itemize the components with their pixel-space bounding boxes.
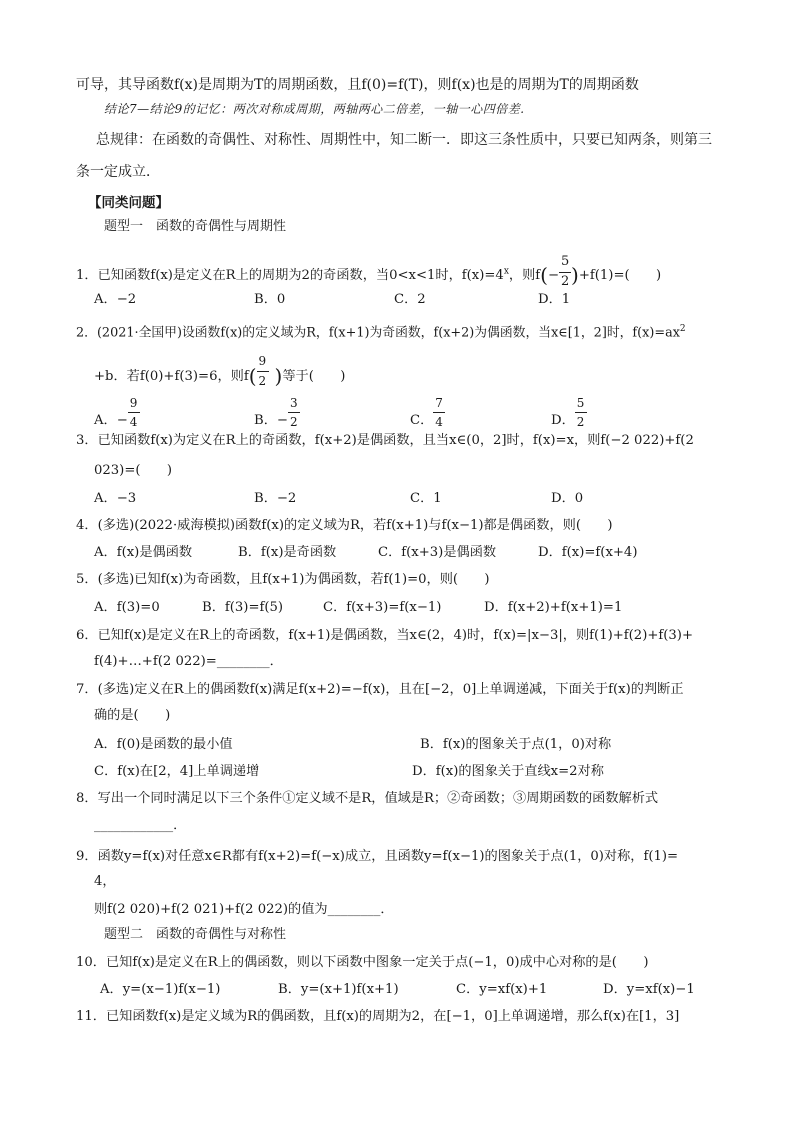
question-6-line1: 6．已知f(x)是定义在R上的奇函数，f(x+1)是偶函数，当x∈(2，4)时，f(x)=|x−3|，则f(1)+f(2)+f(3)+ [76, 628, 693, 643]
question-7-line1: 7．(多选)定义在R上的偶函数f(x)满足f(x+2)=−f(x)，且在[−2，0]上单调递减，下面关于f(x)的判断正 [76, 682, 684, 697]
q5-option-b: B．f(3)=f(5) [202, 600, 284, 615]
question-11: 11．已知函数f(x)是定义域为R的偶函数，且f(x)的周期为2，在[−1，0]上单调递增，那么f(x)在[1，3] [76, 1009, 680, 1024]
question-2-line1 [76, 320, 686, 342]
q10-option-d: D．y=xf(x)−1 [603, 982, 695, 997]
q1-frac-num: 5 [561, 254, 570, 269]
q1-option-d: D．1 [538, 292, 571, 307]
question-1: 1．已知函数f(x)是定义在R上的周期为2的奇函数，当0<x<1时，$f(x)=4^x$，则f(− $\frac{5}{2}$ )+f(1)=( ) [76, 254, 662, 289]
question-3-line2: 023)=( ) [94, 463, 173, 478]
question-9-line1: 9．函数y=f(x)对任意x∈R都有f(x+2)=f(−x)成立，且函数y=f(x−1)的图象关于点(1，0)对称，f(1)= [76, 849, 679, 864]
intro-line: 可导，其导函数f(x)是周期为T的周期函数，且f(0)=f(T)，则f(x)也是的周期为T的周期函数 [76, 77, 639, 93]
memory-note: 结论7—结论9的记忆：两次对称成周期，两轴两心二倍差，一轴一心四倍差. [104, 102, 525, 116]
q5-option-c: C．f(x+3)=f(x−1) [323, 600, 442, 615]
q7-option-c: C．f(x)在[2，4]上单调递增 [94, 764, 260, 779]
q2-exponent: 2 [679, 324, 686, 334]
q10-option-b: B．y=(x+1)f(x+1) [278, 982, 399, 997]
question-7-line2: 确的是( ) [94, 708, 171, 723]
question-9-line2: 4， [94, 874, 116, 889]
q1-frac-den: 2 [561, 274, 570, 289]
q4-option-a: A．f(x)是偶函数 [94, 545, 193, 560]
q2-frac-den: 2 [258, 374, 267, 388]
question-4: 4．(多选)(2022·威海模拟)函数f(x)的定义域为R，若f(x+1)与f(x−1)都是偶函数，则( ) [76, 518, 613, 533]
q1-text-c: +f(1)=( ) [578, 268, 662, 283]
q1-exponent: x [503, 266, 509, 277]
q4-option-b: B．f(x)是奇函数 [238, 545, 337, 560]
general-rule-line1: 总规律：在函数的奇偶性、对称性、周期性中，知二断一．即这三条性质中，只要已知两条，则第三 [96, 132, 712, 148]
question-9-line3: 则f(2 020)+f(2 021)+f(2 022)的值为________． [94, 902, 394, 917]
question-type-2: 题型二 函数的奇偶性与对称性 [104, 927, 287, 942]
section-heading: 【同类问题】 [88, 195, 169, 211]
q1-text-b: ，则f [508, 268, 541, 283]
q10-option-c: C．y=xf(x)+1 [456, 982, 548, 997]
question-5: 5．(多选)已知f(x)为奇函数，且f(x+1)为偶函数，若f(1)=0，则( ) [76, 572, 490, 587]
q2-option-c: C． $\frac{7}{4}$ [410, 400, 445, 434]
general-rule-line2: 条一定成立． [76, 164, 160, 180]
q3-option-a: A．−3 [94, 491, 137, 506]
q3-option-d: D．0 [551, 491, 584, 506]
q5-option-d: D．f(x+2)+f(x+1)=1 [484, 600, 623, 615]
q3-option-c: C．1 [410, 491, 442, 506]
q2-option-d: D． $\frac{5}{2}$ [551, 400, 587, 434]
q5-option-a: A．f(3)=0 [94, 600, 160, 615]
q1-option-b: B．0 [254, 292, 286, 307]
q1-text: 1．已知函数f(x)是定义在R上的周期为2的奇函数，当0<x<1时，f(x)=4 [76, 268, 504, 283]
question-8-line2: ____________． [94, 818, 187, 833]
q3-option-b: B．−2 [254, 491, 297, 506]
question-6-line2: f(4)+…+f(2 022)=________． [94, 654, 283, 669]
question-2-line2: +b．若f(0)+f(3)=6，则f( $\frac{9}{2}$ )等于( ) [94, 354, 346, 388]
q2-option-a: A．− $\frac{9}{4}$ [94, 400, 140, 434]
q4-option-c: C．f(x+3)是偶函数 [378, 545, 497, 560]
q7-option-a: A．f(0)是函数的最小值 [94, 737, 233, 752]
q1-option-a: A．−2 [94, 292, 137, 307]
q2-text: 2．(2021·全国甲)设函数f(x)的定义域为R，f(x+1)为奇函数，f(x+2)为偶函数，当x∈[1，2]时，f(x)=ax [76, 325, 680, 341]
q1-option-c: C．2 [394, 292, 426, 307]
question-type-1: 题型一 函数的奇偶性与周期性 [104, 219, 287, 234]
q2-text-c: 等于( ) [282, 369, 346, 384]
question-3-line1: 3．已知函数f(x)为定义在R上的奇函数，f(x+2)是偶函数，且当x∈(0，2]时，f(x)=x，则f(−2 022)+f(2 [76, 433, 694, 448]
q2-text-b: +b．若f(0)+f(3)=6，则f [94, 369, 249, 384]
q7-option-b: B．f(x)的图象关于点(1，0)对称 [420, 737, 612, 752]
q2-option-b: B．− $\frac{3}{2}$ [254, 400, 300, 434]
q10-option-a: A．y=(x−1)f(x−1) [100, 982, 221, 997]
q2-frac-num: 9 [258, 354, 267, 368]
question-10: 10．已知f(x)是定义在R上的偶函数，则以下函数中图象一定关于点(−1，0)成中心对称的是( ) [76, 955, 649, 970]
q4-option-d: D．f(x)=f(x+4) [538, 545, 638, 560]
q7-option-d: D．f(x)的图象关于直线x=2对称 [412, 764, 604, 779]
question-8-line1: 8．写出一个同时满足以下三个条件①定义域不是R，值域是R；②奇函数；③周期函数的函数解析式 [76, 791, 659, 806]
q1-frac-sign: − [547, 268, 560, 283]
